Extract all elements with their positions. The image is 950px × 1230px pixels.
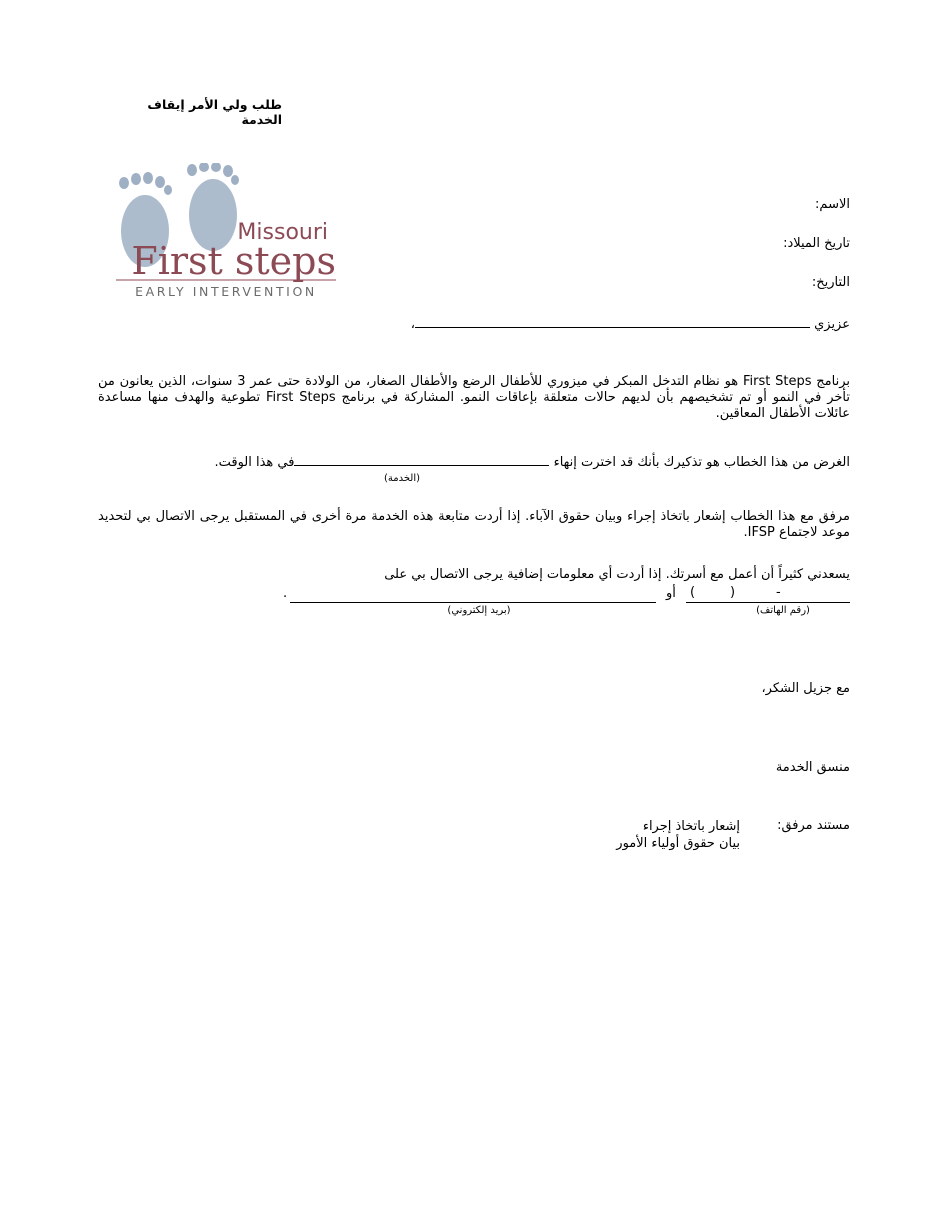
attachments-label: مستند مرفق: <box>777 818 850 833</box>
purpose-text-after: في هذا الوقت. <box>214 455 295 470</box>
salutation-text: عزيزي <box>814 317 850 332</box>
purpose-sentence <box>214 453 850 470</box>
phone-caption: (رقم الهاتف) <box>756 605 810 616</box>
salutation-comma: ، <box>410 317 415 332</box>
brand-main-text: First steps <box>131 239 336 283</box>
first-steps-logo <box>110 163 340 303</box>
recipient-name-line <box>415 315 810 328</box>
intro-paragraph: برنامج First Steps هو نظام التدخل المبكر في ميزوري للأطفال الرضع والأطفال الصغار، من الولادة حتى عمر 3 سنوات، الذين يعانون من تأخر في النمو أو تم تشخيصهم بأن لديهم حالات متعلقة بإعاقات النمو. المشاركة في برنامج First Steps تطوعية والهدف منها مساعدة عائلات الأطفال المعاقين. <box>98 374 850 421</box>
name-field-label: الاسم: <box>815 197 850 212</box>
email-line <box>290 586 656 603</box>
birthdate-field-label: تاريخ الميلاد: <box>783 236 850 251</box>
attachment-item: إشعار باتخاذ إجراء <box>642 819 740 834</box>
contact-period: . <box>283 586 288 601</box>
phone-paren-open: ( <box>690 585 696 600</box>
salutation <box>411 315 850 332</box>
purpose-text-before: الغرض من هذا الخطاب هو تذكيرك بأنك قد اخترت إنهاء <box>553 455 850 470</box>
document-title: طلب ولي الأمر إيقاف الخدمة <box>147 97 282 127</box>
phone-line <box>686 586 850 603</box>
closing-text: مع جزيل الشكر، <box>761 681 850 696</box>
email-caption: (بريد إلكتروني) <box>447 605 511 616</box>
attachment-paragraph: مرفق مع هذا الخطاب إشعار باتخاذ إجراء وبيان حقوق الآباء. إذا أردت متابعة هذه الخدمة مرة أخرى في المستقبل يرجى الاتصال بي لتحديد موعد لاجتماع IFSP. <box>98 509 850 540</box>
service-caption: (الخدمة) <box>383 473 421 484</box>
contact-sentence: يسعدني كثيراً أن أعمل مع أسرتك. إذا أردت أي معلومات إضافية يرجى الاتصال بي على <box>384 567 850 582</box>
attachment-item: بيان حقوق أولياء الأمور <box>616 836 740 851</box>
signature-title: منسق الخدمة <box>775 760 850 775</box>
service-line <box>294 453 549 466</box>
brand-sub-text: EARLY INTERVENTION <box>135 284 317 299</box>
footprints-icon <box>110 163 340 303</box>
phone-dash: - <box>776 585 781 600</box>
or-text: أو <box>666 586 676 601</box>
brand-top-text: Missouri <box>237 220 328 245</box>
date-field-label: التاريخ: <box>811 275 850 290</box>
attachments-list <box>616 818 740 852</box>
phone-paren-close: ) <box>730 585 736 600</box>
